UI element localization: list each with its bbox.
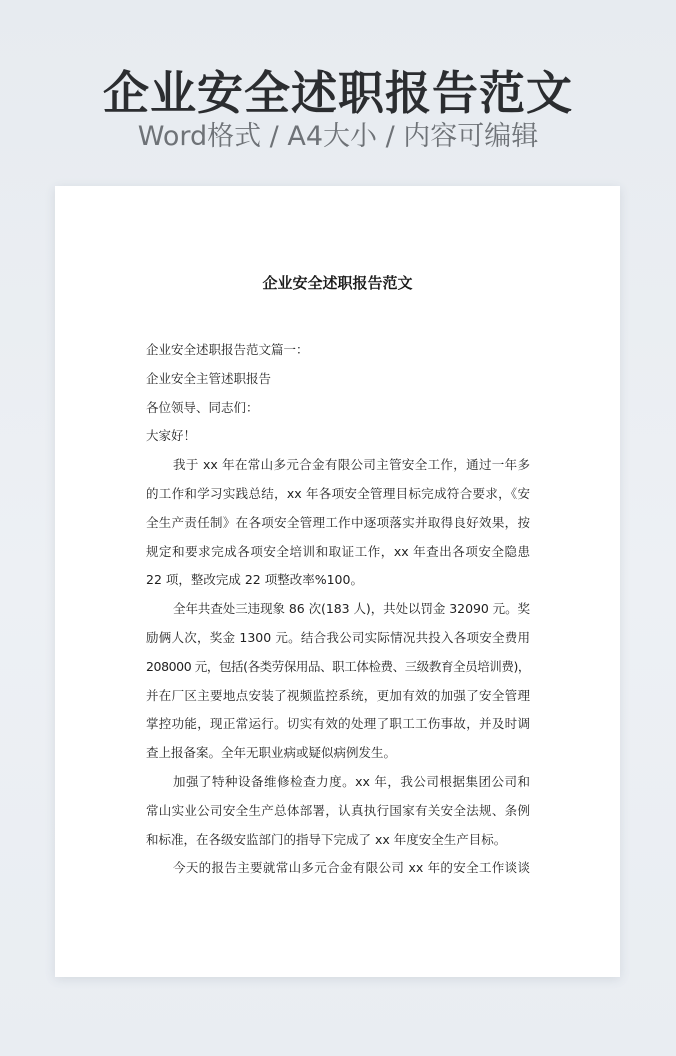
document-line: 的工作和学习实践总结，xx 年各项安全管理目标完成符合要求，《安 xyxy=(146,485,530,501)
document-line: 今天的报告主要就常山多元合金有限公司 xx 年的安全工作谈谈 xyxy=(173,860,530,876)
document-line: 并在厂区主要地点安装了视频监控系统，更加有效的加强了安全管理 xyxy=(146,687,530,703)
document-line: 我于 xx 年在常山多元合金有限公司主管安全工作，通过一年多 xyxy=(173,457,530,473)
banner-title: 企业安全述职报告范文 xyxy=(103,66,573,120)
document-line: 和标准，在各级安监部门的指导下完成了 xx 年度安全生产目标。 xyxy=(146,831,507,847)
banner-subtitle: Word格式 / A4大小 / 内容可编辑 xyxy=(137,121,539,152)
document-line: 常山实业公司安全生产总体部署，认真执行国家有关安全法规、条例 xyxy=(146,802,530,818)
document-line: 22 项，整改完成 22 项整改率%100。 xyxy=(146,572,363,588)
document-line: 各位领导、同志们： xyxy=(146,399,259,415)
document-line: 加强了特种设备维修检查力度。xx 年，我公司根据集团公司和 xyxy=(173,773,530,789)
document-line: 企业安全主管述职报告 xyxy=(146,370,272,386)
document-line: 查上报备案。全年无职业病或疑似病例发生。 xyxy=(146,745,397,761)
document-line: 全生产责任制》在各项安全管理工作中逐项落实并取得良好效果，按 xyxy=(146,514,530,530)
document-page xyxy=(55,186,620,977)
document-body xyxy=(146,336,530,883)
document-line: 全年共查处三违现象 86 次(183 人)，共处以罚金 32090 元。奖 xyxy=(173,601,531,617)
document-line: 企业安全述职报告范文篇一： xyxy=(146,342,309,357)
document-line: 掌控功能，现正常运行。切实有效的处理了职工工伤事故，并及时调 xyxy=(146,716,530,732)
document-line: 大家好！ xyxy=(146,428,197,444)
document-line: 规定和要求完成各项安全培训和取证工作，xx 年查出各项安全隐患 xyxy=(146,543,530,559)
document-title: 企业安全述职报告范文 xyxy=(262,274,413,292)
document-line: 励俩人次，奖金 1300 元。结合我公司实际情况共投入各项安全费用 xyxy=(146,629,530,645)
document-line: 208000 元，包括(各类劳保用品、职工体检费、三级教育全员培训费)， xyxy=(146,658,531,674)
